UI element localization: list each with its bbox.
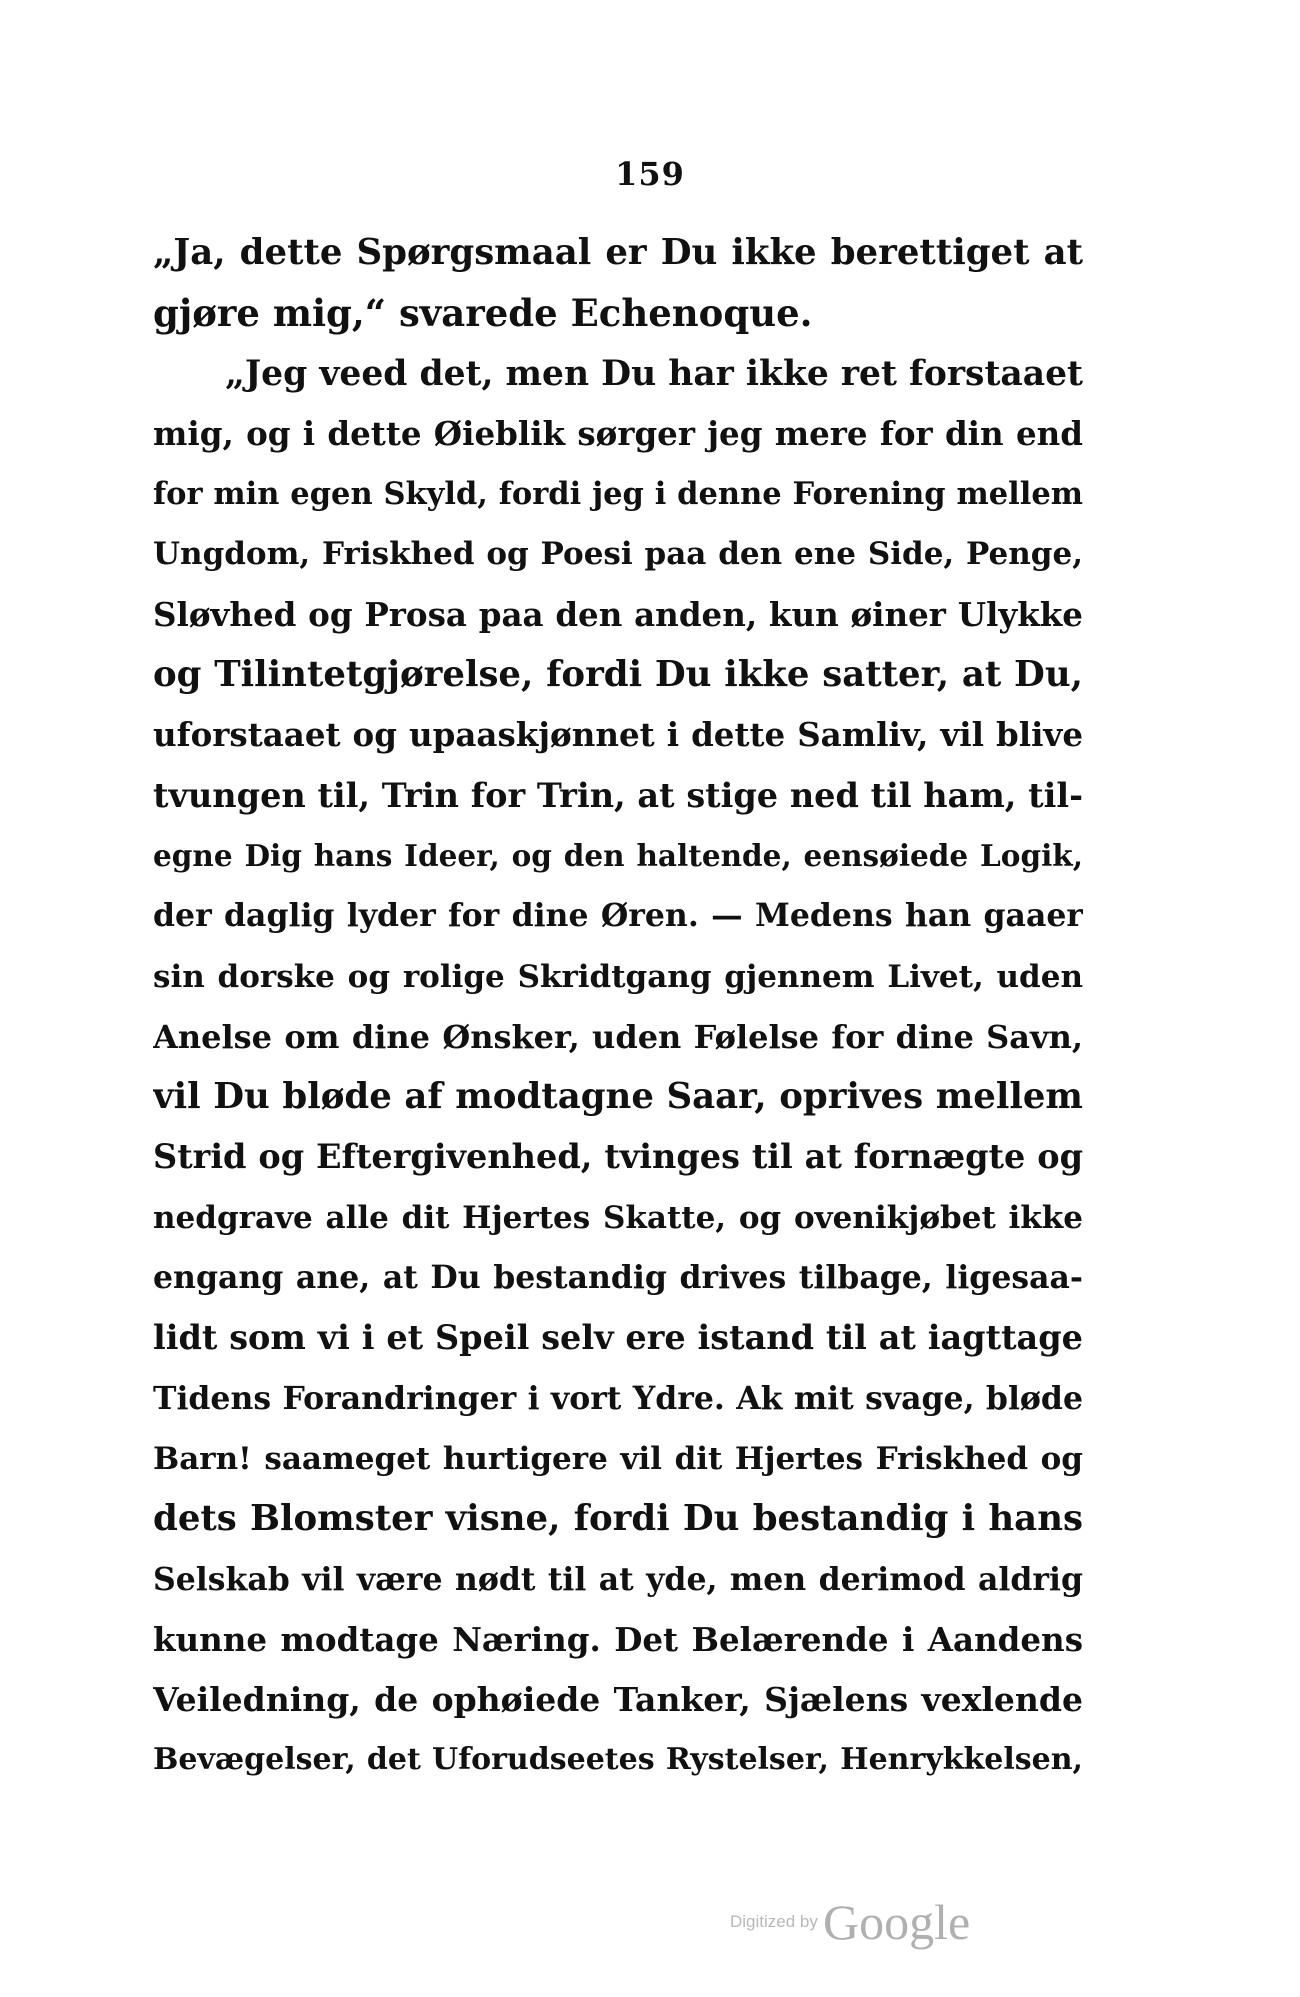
text-line: Barn! saameget hurtigere vil dit Hjertes Friskhed og bbox=[153, 1440, 1083, 1477]
body-text bbox=[153, 223, 1083, 1791]
text-line: lidt som vi i et Speil selv ere istand til at iagttage bbox=[153, 1318, 1083, 1358]
text-line: Strid og Eftergivenhed, tvinges til at fornægte og bbox=[153, 1137, 1083, 1177]
text-line: mig, og i dette Øieblik sørger jeg mere for din end bbox=[153, 413, 1083, 453]
text-line: for min egen Skyld, fordi jeg i denne Forening mellem bbox=[153, 476, 1083, 513]
text-line: „Ja, dette Spørgsmaal er Du ikke berettiget at bbox=[153, 232, 1083, 273]
text-line: Bevægelser, det Uforudseetes Rystelser, Henrykkelsen, bbox=[153, 1742, 1083, 1778]
page-number: 159 bbox=[615, 155, 685, 193]
text-line: tvungen til, Trin for Trin, at stige ned til ham, til- bbox=[153, 775, 1083, 815]
text-line: og Tilintetgjørelse, fordi Du ikke satter, at Du, bbox=[153, 654, 1083, 696]
text-line: sin dorske og rolige Skridtgang gjennem Livet, uden bbox=[153, 958, 1083, 995]
text-line: Ungdom, Friskhed og Poesi paa den ene Side, Penge, bbox=[153, 536, 1083, 573]
text-line: Tidens Forandringer i vort Ydre. Ak mit svage, bløde bbox=[153, 1379, 1083, 1417]
text-line: vil Du bløde af modtagne Saar, oprives mellem bbox=[153, 1076, 1083, 1118]
watermark-prefix: Digitized by bbox=[730, 1912, 818, 1931]
text-line: Sløvhed og Prosa paa den anden, kun øiner Ulykke bbox=[153, 594, 1083, 634]
text-line: engang ane, at Du bestandig drives tilbage, ligesaa- bbox=[153, 1259, 1083, 1297]
text-line: der daglig lyder for dine Øren. — Medens han gaaer bbox=[153, 897, 1083, 935]
text-line: nedgrave alle dit Hjertes Skatte, og ovenikjøbet ikke bbox=[153, 1199, 1083, 1236]
text-line: egne Dig hans Ideer, og den haltende, eensøiede Logik, bbox=[153, 837, 1083, 873]
text-line: gjøre mig,“ svarede Echenoque. bbox=[153, 291, 813, 336]
text-line: kunne modtage Næring. Det Belærende i Aandens bbox=[153, 1619, 1083, 1659]
text-line: uforstaaet og upaaskjønnet i dette Samliv, vil blive bbox=[153, 715, 1083, 755]
text-line: „Jeg veed det, men Du har ikke ret forstaaet bbox=[225, 353, 1083, 394]
text-line: Selskab vil være nødt til at yde, men derimod aldrig bbox=[153, 1560, 1083, 1598]
digitized-by-watermark bbox=[730, 1893, 970, 1951]
text-line: Anelse om dine Ønsker, uden Følelse for dine Savn, bbox=[153, 1017, 1083, 1056]
text-line: dets Blomster visne, fordi Du bestandig i hans bbox=[153, 1498, 1083, 1540]
watermark-brand: Google bbox=[822, 1894, 971, 1950]
text-line: Veiledning, de ophøiede Tanker, Sjælens vexlende bbox=[153, 1680, 1083, 1720]
